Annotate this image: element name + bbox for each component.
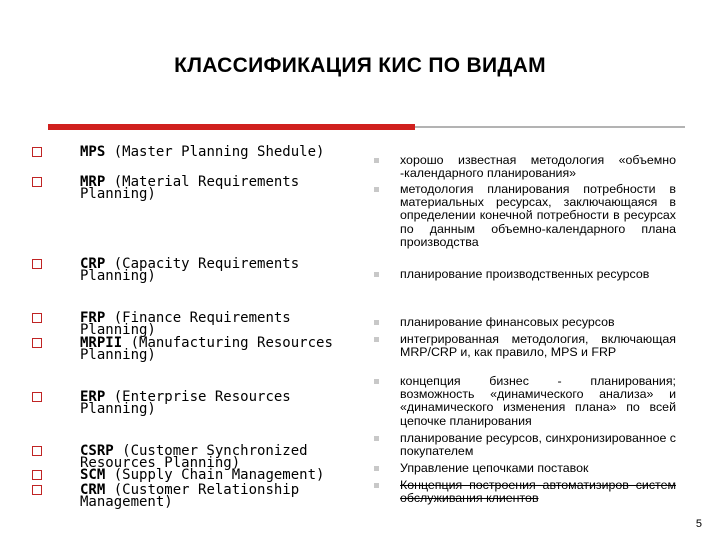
item-abbr: CSRP — [80, 443, 114, 459]
item-desc: (Enterprise Resources Planning) — [80, 389, 291, 417]
item-desc: (Material Requirements Planning) — [80, 174, 300, 202]
title-underline-red — [48, 124, 415, 130]
item-abbr: MRPII — [80, 335, 123, 351]
item-abbr: FRP — [80, 310, 106, 326]
square-bullet-icon — [374, 158, 379, 163]
page-number: 5 — [695, 518, 702, 530]
square-bullet-icon — [374, 187, 379, 192]
item-desc: (Customer Synchronized Resources Planning) — [80, 443, 308, 471]
item-desc: (Supply Chain Management) — [105, 467, 325, 483]
description-text: планирование ресурсов, синхронизированное с покупателем — [400, 431, 676, 459]
item-abbr: CRP — [80, 256, 106, 272]
item-desc: (Customer Relationship Management) — [80, 482, 300, 510]
square-bullet-icon — [374, 337, 379, 342]
title-underline-grey — [415, 126, 685, 128]
item-abbr: MRP — [80, 174, 106, 190]
square-bullet-icon — [374, 483, 379, 488]
square-bullet-icon — [374, 466, 379, 471]
checkbox-bullet-icon — [32, 147, 42, 157]
item-abbr: SCM — [80, 467, 106, 483]
item-desc: (Master Planning Shedule) — [105, 144, 325, 160]
checkbox-bullet-icon — [32, 313, 42, 323]
description-text: концепция бизнес - планирования; возможность «динамического анализа» и «динамического изменения плана» по всей цепочке планирования — [400, 374, 676, 428]
checkbox-bullet-icon — [32, 338, 42, 348]
item-desc: (Finance Requirements Planning) — [80, 310, 291, 338]
item-abbr: CRM — [80, 482, 106, 498]
square-bullet-icon — [374, 379, 379, 384]
description-text: планирование производственных ресурсов — [400, 267, 650, 281]
square-bullet-icon — [374, 320, 379, 325]
item-abbr: ERP — [80, 389, 106, 405]
description-text: планирование финансовых ресурсов — [400, 315, 615, 329]
slide-title: КЛАССИФИКАЦИЯ КИС ПО ВИДАМ — [174, 54, 546, 77]
square-bullet-icon — [374, 272, 379, 277]
checkbox-bullet-icon — [32, 485, 42, 495]
description-text: интегрированная методология, включающая MRP/CRP и, как правило, MPS и FRP — [400, 332, 676, 360]
checkbox-bullet-icon — [32, 177, 42, 187]
description-text: Концепция построения автоматизиров систем обслуживания клиентов — [400, 478, 676, 506]
description-text: хорошо известная методология «объемно -календарного планирования» — [400, 153, 676, 181]
square-bullet-icon — [374, 436, 379, 441]
checkbox-bullet-icon — [32, 470, 42, 480]
item-desc: (Capacity Requirements Planning) — [80, 256, 300, 284]
checkbox-bullet-icon — [32, 392, 42, 402]
checkbox-bullet-icon — [32, 446, 42, 456]
description-text: методология планирования потребности в материальных ресурсах, заключающаяся в определении конечной потребности в ресурсах по данным объемно-календарного плана производства — [400, 182, 676, 249]
item-desc: (Manufacturing Resources Planning) — [80, 335, 333, 363]
item-abbr: MPS — [80, 144, 106, 160]
checkbox-bullet-icon — [32, 259, 42, 269]
description-text: Управление цепочками поставок — [400, 461, 589, 475]
